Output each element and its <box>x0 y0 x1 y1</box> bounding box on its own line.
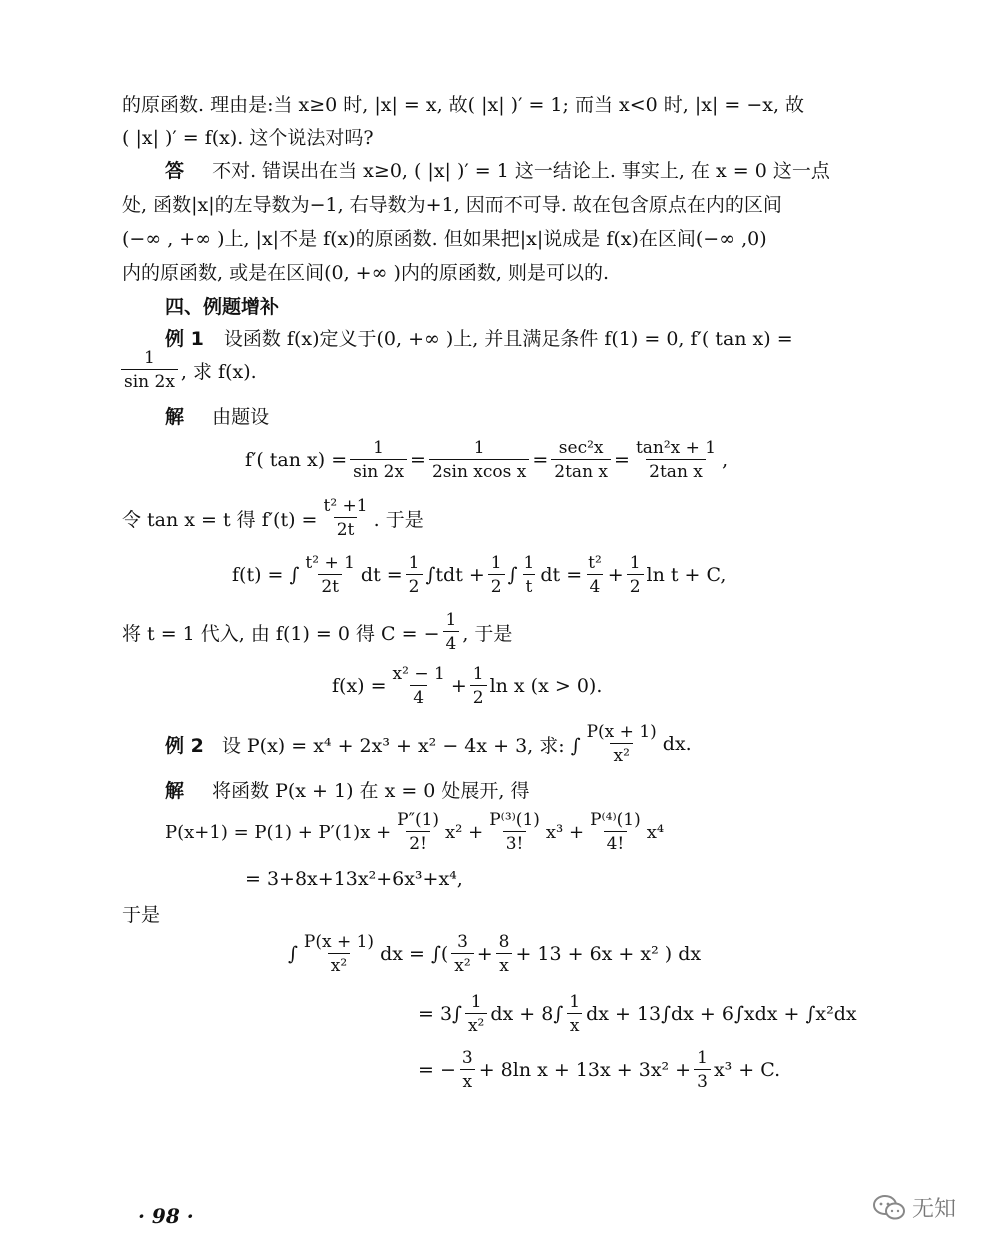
answer-text: 不对. 错误出在当 x≥0, ( |x| )′ = 1 这一结论上. 事实上, 在 x = 0 这一点 <box>212 160 830 182</box>
fraction: $\frac{1}{2}$ <box>470 664 487 708</box>
therefore-line: 于是 <box>122 904 161 926</box>
eq-text: P(x+1) = P(1) + P′(1)x + <box>165 821 392 843</box>
answer-label: 答 <box>165 160 185 182</box>
eq-text: f(t) = ∫ <box>232 564 300 586</box>
text-line: ( |x| )′ = f(x). 这个说法对吗? <box>122 127 374 149</box>
text-run: dx. <box>662 733 692 755</box>
eq-text: ln t + C, <box>646 564 727 586</box>
eq-text: x⁴ <box>646 821 665 843</box>
fraction: $\frac{8}{x}$ <box>496 932 513 976</box>
fraction: $\frac{1}{3}$ <box>694 1048 711 1092</box>
eq-text: dt = <box>360 564 403 586</box>
eq-text: + 13 + 6x + x² ) dx <box>515 943 702 965</box>
eq-text: = 3∫ <box>418 1003 462 1025</box>
example-1-cont <box>118 348 257 392</box>
text-run: , 求 f(x). <box>180 360 257 383</box>
fraction: $\frac{3}{\text{x²}}$ <box>451 932 473 976</box>
fraction: $\frac{1}{x}$ <box>566 992 583 1036</box>
text-run: . 于是 <box>373 508 424 531</box>
fraction: $\frac{\text{P⁽³⁾(1)}}{3!}$ <box>489 810 540 854</box>
eq-text: dt = <box>540 564 583 586</box>
eq-text: x² + <box>445 821 484 843</box>
fraction: $\frac{1}{2}$ <box>406 553 423 597</box>
fraction: $\frac{P(x + 1)}{\text{x²}}$ <box>586 722 657 766</box>
example-2-line <box>165 722 692 766</box>
text-run: 将 t = 1 代入, 由 f(1) = 0 得 C = − <box>122 622 440 645</box>
eq-text: ∫ <box>288 943 298 965</box>
integral-line-3 <box>418 1048 780 1092</box>
page-number: · 98 · <box>138 1204 194 1228</box>
eq-text: = <box>614 449 630 471</box>
eq-text: + <box>450 675 467 697</box>
fraction: $\frac{1}{2}$ <box>627 553 644 597</box>
fraction: $\frac{\text{t² + 1}}{2t}$ <box>305 553 355 597</box>
example-1-line <box>165 326 925 352</box>
solution-label: 解 <box>165 406 185 428</box>
fraction: $\frac{1}{\text{2sin xcos x}}$ <box>429 438 529 482</box>
substitution-line-2 <box>122 610 512 654</box>
fraction: $\frac{\text{x² − 1}}{4}$ <box>392 664 445 708</box>
eq-text: x³ + C. <box>713 1059 781 1081</box>
example-1-label: 例 1 <box>165 328 204 350</box>
solution-label: 解 <box>165 780 185 802</box>
fraction: $\frac{\text{t² +1}}{2t}$ <box>323 496 368 540</box>
eq-text: + <box>607 564 624 586</box>
watermark <box>872 1192 956 1223</box>
fraction: $\frac{\text{tan²x + 1}}{\text{2tan x}}$ <box>635 438 717 482</box>
watermark-text: 无知 <box>912 1197 957 1222</box>
eq-text: ∫ <box>507 564 518 586</box>
eq-text: dx + 13∫dx + 6∫xdx + ∫x²dx <box>586 1003 857 1025</box>
fraction: $\frac{1}{4}$ <box>443 610 460 654</box>
section-heading: 四、例题增补 <box>165 296 280 318</box>
eq-text: ∫tdt + <box>425 564 485 586</box>
solution-2-line <box>165 778 925 804</box>
substitution-line <box>122 496 424 540</box>
eq-text: f′( tan x) = <box>245 449 348 471</box>
text-line: 的原函数. 理由是:当 x≥0 时, |x| = x, 故( |x| )′ = 1; 而当 x<0 时, |x| = −x, 故 <box>122 94 805 116</box>
fraction: $\frac{1}{\text{x²}}$ <box>465 992 487 1036</box>
fraction: $\frac{\text{sec²x}}{\text{2tan x}}$ <box>551 438 611 482</box>
equation-2 <box>232 553 726 597</box>
fraction: $\frac{1}{\sin 2x}$ <box>121 348 178 392</box>
eq-text: = <box>532 449 549 471</box>
fraction: $\frac{1}{2}$ <box>488 553 505 597</box>
eq-text: ln x (x > 0). <box>489 675 603 697</box>
integral-line-1 <box>288 932 701 976</box>
fraction: $\frac{1}{t}$ <box>523 553 535 597</box>
text-line: 内的原函数, 或是在区间(0, +∞ )内的原函数, 则是可以的. <box>122 262 609 284</box>
text-run: 设 P(x) = x⁴ + 2x³ + x² − 4x + 3, 求: ∫ <box>221 734 581 757</box>
expansion-line-2: = 3+8x+13x²+6x³+x⁴, <box>245 868 463 890</box>
eq-text: dx = ∫( <box>380 943 449 965</box>
equation-1 <box>245 438 728 482</box>
eq-text: + <box>476 943 493 965</box>
equation-3 <box>332 664 602 708</box>
eq-text: f(x) = <box>332 675 387 697</box>
fraction: $\frac{3}{x}$ <box>459 1048 476 1092</box>
fraction: $\frac{P(x + 1)}{\text{x²}}$ <box>303 932 375 976</box>
eq-text: = − <box>418 1059 456 1081</box>
fraction: $\frac{1}{\sin 2x}$ <box>350 438 407 482</box>
text-run: 令 tan x = t 得 f′(t) = <box>122 508 318 531</box>
example-1-text: 设函数 f(x)定义于(0, +∞ )上, 并且满足条件 f(1) = 0, f′( tan x) = <box>223 328 793 350</box>
expansion-line-1 <box>165 810 664 854</box>
example-2-label: 例 2 <box>165 734 204 757</box>
text-run: , 于是 <box>462 622 513 645</box>
answer-line <box>165 158 925 184</box>
fraction: $\frac{\text{t²}}{4}$ <box>588 553 602 597</box>
eq-text: dx + 8∫ <box>490 1003 564 1025</box>
fraction: $\frac{P''(1)}{2!}$ <box>397 810 440 854</box>
eq-text: = <box>410 449 426 471</box>
eq-text: , <box>722 449 729 471</box>
text-run: 将函数 P(x + 1) 在 x = 0 处展开, 得 <box>212 780 530 802</box>
text-line: 处, 函数|x|的左导数为−1, 右导数为+1, 因而不可导. 故在包含原点在内的区间 <box>122 194 782 216</box>
eq-text: x³ + <box>545 821 585 843</box>
fraction: $\frac{\text{P⁽⁴⁾(1)}}{4!}$ <box>590 810 641 854</box>
solution-1-line <box>165 404 925 430</box>
chat-bubble-icon <box>872 1194 906 1222</box>
text-line: (−∞ , +∞ )上, |x|不是 f(x)的原函数. 但如果把|x|说成是 f(x)在区间(−∞ ,0) <box>122 228 767 250</box>
eq-text: + 8ln x + 13x + 3x² + <box>478 1059 692 1081</box>
integral-line-2 <box>418 992 857 1036</box>
text-run: 由题设 <box>212 406 270 428</box>
